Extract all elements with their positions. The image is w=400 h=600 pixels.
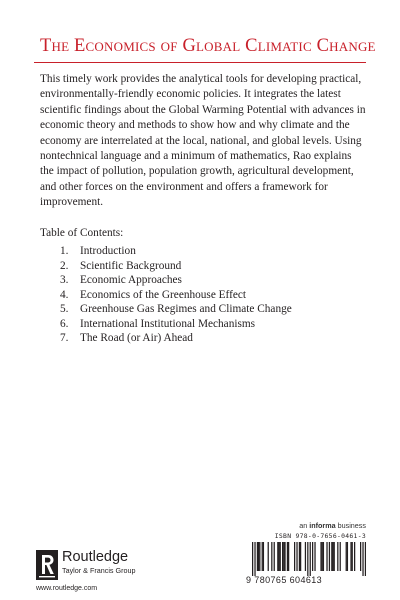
publisher-group: Taylor & Francis Group: [62, 566, 136, 575]
barcode-bar: [365, 542, 366, 576]
informa-brand: informa: [309, 521, 336, 530]
barcode-bar: [307, 542, 308, 576]
toc-item-number: 1.: [60, 245, 69, 257]
barcode-bar: [294, 542, 295, 571]
barcode-bar: [323, 542, 324, 571]
toc-item-label: International Institutional Mechanisms: [80, 317, 256, 330]
barcode-bar: [352, 542, 353, 571]
barcode-bar: [268, 542, 269, 571]
barcode-bar: [322, 542, 323, 571]
toc-item: [60, 273, 292, 288]
barcode-bar: [262, 542, 263, 571]
barcode-bar: [326, 542, 327, 571]
barcode-bar: [350, 542, 351, 571]
toc-item-number: 3.: [60, 274, 69, 286]
barcode-bar: [257, 542, 258, 571]
toc-item-label: Economics of the Greenhouse Effect: [80, 288, 247, 301]
barcode-bar: [274, 542, 275, 571]
barcode-bar: [263, 542, 264, 571]
barcode-bar: [288, 542, 289, 571]
toc-item-label: Economic Approaches: [80, 274, 182, 286]
barcode-number: 9 780765 604613: [246, 575, 323, 585]
barcode-bar: [331, 542, 332, 571]
barcode-bar: [329, 542, 330, 571]
toc-item: [60, 331, 292, 346]
barcode-bar: [259, 542, 260, 571]
barcode-bar: [312, 542, 313, 571]
barcode-bar: [277, 542, 278, 571]
barcode-bar: [287, 542, 288, 571]
tagline-prefix: an: [299, 521, 308, 530]
title-divider: [34, 62, 366, 63]
toc-item-number: 5.: [60, 303, 69, 315]
barcode-bar: [284, 542, 285, 571]
toc-heading: Table of Contents:: [40, 227, 124, 239]
barcode-bar: [314, 542, 315, 571]
barcode-bar: [296, 542, 297, 571]
barcode-bar: [299, 542, 300, 571]
barcode-bar: [346, 542, 347, 571]
barcode-bar: [300, 542, 301, 571]
toc-item-label: Greenhouse Gas Regimes and Climate Change: [80, 303, 292, 315]
barcode-bar: [320, 542, 321, 571]
barcode-bar: [337, 542, 338, 571]
toc-item: [60, 288, 292, 303]
barcode-bar: [305, 542, 306, 571]
isbn-barcode: [252, 542, 366, 576]
barcode-bar: [362, 542, 363, 576]
barcode-bar: [278, 542, 279, 571]
toc-item-number: 4.: [60, 288, 69, 301]
routledge-logo-icon: [36, 550, 58, 580]
barcode-bar: [282, 542, 283, 571]
toc-item-label: The Road (or Air) Ahead: [80, 332, 193, 344]
publisher-name: Routledge: [62, 549, 129, 565]
barcode-bar: [334, 542, 335, 571]
barcode-bar: [252, 542, 253, 576]
barcode-bar: [280, 542, 281, 571]
barcode-bar: [340, 542, 341, 571]
toc-item-label: Introduction: [80, 245, 136, 257]
barcode-bar: [354, 542, 355, 571]
toc-item-number: 7.: [60, 332, 69, 344]
toc-item-number: 2.: [60, 259, 69, 272]
isbn-label: ISBN 978-0-7656-0461-3: [274, 532, 366, 540]
barcode-bar: [254, 542, 255, 576]
barcode-bar: [332, 542, 333, 571]
toc-item: [60, 302, 292, 317]
toc-item-label: Scientific Background: [80, 259, 182, 272]
toc-item-number: 6.: [60, 317, 69, 330]
toc-item: [60, 317, 292, 332]
barcode-bar: [258, 542, 259, 571]
informa-tagline: [299, 521, 366, 530]
toc-item: [60, 244, 292, 259]
barcode-bar: [360, 542, 361, 571]
toc-list: [60, 244, 292, 346]
barcode-bar: [347, 542, 348, 571]
tagline-suffix: business: [337, 521, 366, 530]
toc-item: [60, 259, 292, 274]
barcode-bar: [283, 542, 284, 571]
book-title: The Economics of Global Climatic Change: [40, 36, 376, 56]
book-description: This timely work provides the analytical tools for developing practical, environmentally-friendly economic policies. It integrates the latest scientific findings about the Global Warming Potential with advances in economic theory and methods to show how and why climate and the economy are interrelated at the local, national, and global levels. Using nontechnical language and a minimum of mathematics, Rao explains the impact of pollution, population growth, agricultural development, and other forces on the environment and offers a framework for improvement.: [40, 73, 366, 209]
barcode-bar: [271, 542, 272, 571]
publisher-website: www.routledge.com: [36, 585, 98, 592]
barcode-bar: [310, 542, 311, 576]
